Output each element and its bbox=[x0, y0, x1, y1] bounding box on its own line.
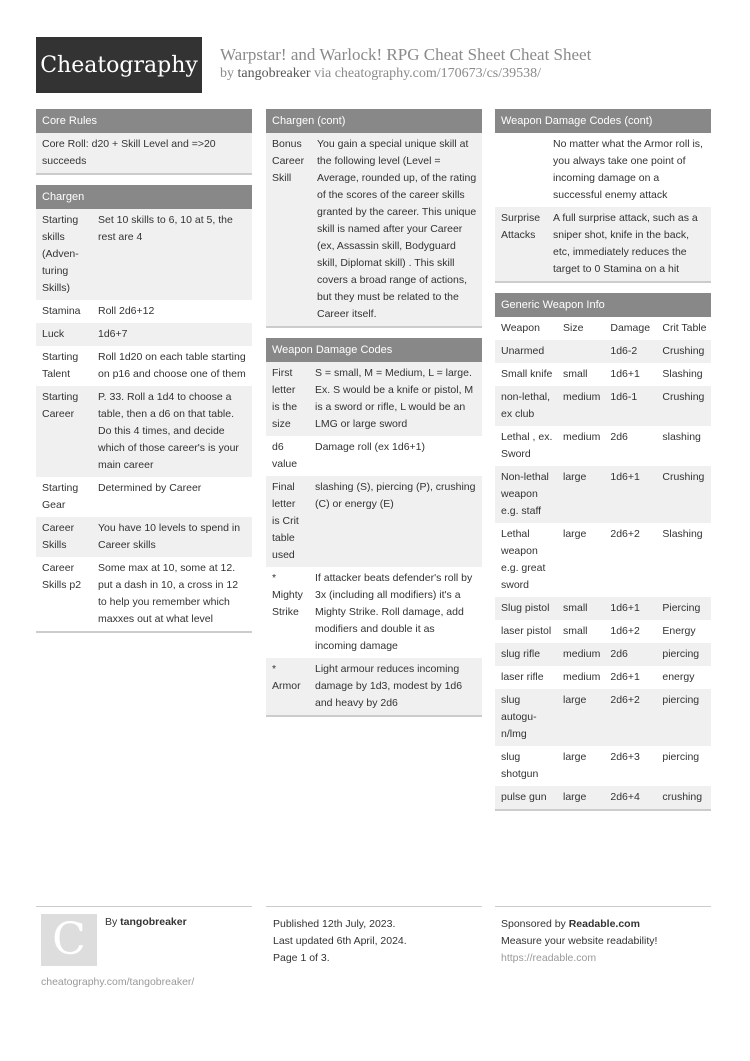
damage-cell: 2d6 bbox=[604, 643, 656, 666]
chargen-box bbox=[36, 185, 252, 633]
generic-weapon-info-heading: Generic Weapon Info bbox=[495, 293, 711, 317]
column-header-damage: Damage bbox=[610, 322, 651, 334]
damage-cell: 1d6+2 bbox=[610, 625, 640, 637]
row-value: Roll 2d6+12 bbox=[98, 305, 155, 317]
row-value: No matter what the Armor roll is, you always take one point of incoming damage on a successful enemy attack bbox=[553, 138, 703, 201]
footer-sponsor bbox=[501, 916, 657, 967]
chargen-heading: Chargen bbox=[36, 185, 252, 209]
damage-cell: 2d6+3 bbox=[610, 751, 640, 763]
size-cell: small bbox=[563, 368, 588, 380]
footer-divider bbox=[36, 906, 252, 907]
crit-cell: Crushing bbox=[656, 466, 711, 523]
crit-cell: Piercing bbox=[656, 597, 711, 620]
row-value: Damage roll (ex 1d6+1) bbox=[315, 441, 426, 453]
row-value: slashing (S), piercing (P), crushing (C) or energy (E) bbox=[309, 476, 482, 567]
damage-cell: 1d6-1 bbox=[604, 386, 656, 426]
updated-date: Last updated 6th April, 2024. bbox=[273, 935, 407, 947]
sponsor-tagline: Measure your website readability! bbox=[501, 935, 658, 947]
table-row bbox=[495, 466, 711, 523]
row-key: Career Skills p2 bbox=[42, 562, 82, 591]
table-row bbox=[36, 517, 252, 557]
column-2 bbox=[266, 109, 482, 727]
row-key: * Armor bbox=[266, 658, 309, 715]
crit-cell: slashing bbox=[662, 431, 701, 443]
sponsor-prefix: Sponsored by bbox=[501, 918, 569, 930]
table-row bbox=[36, 477, 252, 517]
table-row bbox=[36, 209, 252, 300]
table-row bbox=[495, 207, 711, 281]
table-row bbox=[266, 567, 482, 658]
weapon-damage-codes-cont-box bbox=[495, 109, 711, 283]
cheatography-logo[interactable]: Cheatography bbox=[36, 37, 202, 93]
table-row bbox=[495, 133, 711, 207]
chargen-table bbox=[36, 209, 252, 631]
via-text: via bbox=[310, 66, 335, 81]
author-link[interactable]: tangobreaker bbox=[237, 66, 311, 81]
row-key: Stamina bbox=[42, 305, 81, 317]
row-value: Determined by Career bbox=[98, 482, 202, 494]
row-key: Bonus Career Skill bbox=[266, 133, 311, 326]
table-row bbox=[495, 523, 711, 597]
column-header-weapon: Weapon bbox=[501, 322, 540, 334]
crit-cell: piercing bbox=[656, 689, 711, 746]
row-value: Roll 1d20 on each table starting on p16 and choose one of them bbox=[98, 351, 246, 380]
footer-author bbox=[105, 916, 187, 928]
weapon-cell: Lethal weapon e.g. great sword bbox=[501, 528, 546, 591]
weapon-cell: Unarmed bbox=[495, 340, 557, 363]
weapon-cell: laser pistol bbox=[501, 625, 552, 637]
damage-cell: 1d6+1 bbox=[604, 466, 656, 523]
row-key: d6 value bbox=[272, 441, 298, 470]
table-row bbox=[266, 133, 482, 326]
core-rules-heading: Core Rules bbox=[36, 109, 252, 133]
table-row bbox=[495, 666, 711, 689]
table-row bbox=[495, 746, 711, 786]
size-cell: medium bbox=[557, 386, 604, 426]
generic-weapon-info-table bbox=[495, 317, 711, 809]
column-header-size: Size bbox=[563, 322, 584, 334]
chargen-cont-heading: Chargen (cont) bbox=[266, 109, 482, 133]
table-header-row bbox=[495, 317, 711, 340]
weapon-cell: slug autogun/lmg bbox=[495, 689, 557, 746]
row-key: Luck bbox=[36, 323, 92, 346]
table-row bbox=[36, 557, 252, 631]
damage-cell: 1d6+1 bbox=[610, 368, 640, 380]
weapon-cell: Slug pistol bbox=[495, 597, 557, 620]
weapon-cell: pulse gun bbox=[495, 786, 557, 809]
table-row bbox=[36, 346, 252, 386]
row-key: Final letter is Crit table used bbox=[266, 476, 309, 567]
sponsor-line bbox=[501, 916, 657, 933]
weapon-damage-codes-box bbox=[266, 338, 482, 717]
row-key: Surprise Attacks bbox=[495, 207, 547, 281]
row-key: Starting Talent bbox=[42, 351, 79, 380]
row-value: Light armour reduces incoming damage by 1d3, modest by 1d6 and heavy by 2d6 bbox=[309, 658, 482, 715]
size-cell: medium bbox=[557, 643, 604, 666]
row-key: * Mighty Strike bbox=[272, 572, 303, 618]
table-row bbox=[266, 436, 482, 476]
row-key: Starting skills (Adventuring Skills) bbox=[36, 209, 92, 300]
chargen-cont-box bbox=[266, 109, 482, 328]
footer-divider bbox=[266, 906, 482, 907]
row-value: You gain a special unique skill at the following level (Level = Average, rounded up, of the rating of the scores of the career skills granted by the career. This unique skill is named after your Career (ex, Assassin skill, Bodyguard skill, Diplomat skill) . This skill covers a broad range of actions, but they must be related to the Career itself. bbox=[311, 133, 482, 326]
weapon-damage-codes-cont-heading: Weapon Damage Codes (cont) bbox=[495, 109, 711, 133]
damage-cell: 1d6+1 bbox=[604, 597, 656, 620]
chargen-cont-table bbox=[266, 133, 482, 326]
damage-cell: 2d6 bbox=[610, 431, 628, 443]
table-row bbox=[495, 620, 711, 643]
size-cell: small bbox=[563, 625, 588, 637]
size-cell bbox=[557, 340, 604, 363]
row-value: Some max at 10, some at 12. put a dash in 10, a cross in 12 to help you remember which maxxes out at what level bbox=[98, 562, 239, 625]
table-row bbox=[36, 386, 252, 477]
table-row bbox=[495, 597, 711, 620]
weapon-damage-codes-cont-table bbox=[495, 133, 711, 281]
row-value: P. 33. Roll a 1d4 to choose a table, then a d6 on that table. Do this 4 times, and decide which of those career's is your main career bbox=[92, 386, 252, 477]
size-cell: large bbox=[563, 528, 587, 540]
weapon-cell: laser rifle bbox=[501, 671, 544, 683]
core-rules-box bbox=[36, 109, 252, 175]
size-cell: large bbox=[563, 751, 587, 763]
crit-cell: Crushing bbox=[656, 386, 711, 426]
table-row bbox=[266, 476, 482, 567]
weapon-cell: Small knife bbox=[501, 368, 553, 380]
table-row bbox=[266, 658, 482, 715]
table-row bbox=[495, 689, 711, 746]
crit-cell: Energy bbox=[662, 625, 696, 637]
row-value: Set 10 skills to 6, 10 at 5, the rest are 4 bbox=[92, 209, 252, 300]
row-key: First letter is the size bbox=[266, 362, 309, 436]
column-1 bbox=[36, 109, 252, 643]
weapon-cell: slug shotgun bbox=[501, 751, 539, 780]
by-prefix: by bbox=[220, 66, 238, 81]
table-row bbox=[36, 300, 252, 323]
crit-cell: Crushing bbox=[656, 340, 711, 363]
byline bbox=[220, 66, 541, 82]
crit-cell: piercing bbox=[656, 643, 711, 666]
published-date: Published 12th July, 2023. bbox=[273, 918, 396, 930]
core-rules-text: Core Roll: d20 + Skill Level and =>20 succeeds bbox=[36, 133, 252, 173]
crit-cell: Slashing bbox=[662, 528, 703, 540]
size-cell: medium bbox=[563, 671, 601, 683]
page-title: Warpstar! and Warlock! RPG Cheat Sheet Cheat Sheet bbox=[220, 45, 592, 64]
table-row bbox=[495, 426, 711, 466]
row-value: 1d6+7 bbox=[92, 323, 252, 346]
damage-cell: 2d6+2 bbox=[610, 528, 640, 540]
row-key: Starting Career bbox=[36, 386, 92, 477]
row-value: S = small, M = Medium, L = large. Ex. S would be a knife or pistol, M is a sword or rifle, L would be an LMG or large sword bbox=[309, 362, 482, 436]
row-value: A full surprise attack, such as a sniper shot, knife in the back, etc, immediately reduces the target to 0 Stamina on a hit bbox=[547, 207, 711, 281]
table-row bbox=[495, 786, 711, 809]
sponsor-url[interactable]: https://readable.com bbox=[501, 952, 597, 964]
generic-weapon-info-box bbox=[495, 293, 711, 811]
weapon-cell: non-lethal, ex club bbox=[495, 386, 557, 426]
page-number: Page 1 of 3. bbox=[273, 952, 330, 964]
crit-cell: energy bbox=[662, 671, 695, 683]
damage-cell: 2d6+2 bbox=[604, 689, 656, 746]
table-row bbox=[495, 386, 711, 426]
weapon-cell: Lethal , ex. Sword bbox=[501, 431, 553, 460]
row-key bbox=[495, 133, 547, 207]
size-cell: medium bbox=[563, 431, 601, 443]
weapon-damage-codes-table bbox=[266, 362, 482, 715]
size-cell: large bbox=[557, 466, 604, 523]
column-header-crit-table: Crit Table bbox=[662, 322, 707, 334]
row-key: Career Skills bbox=[36, 517, 92, 557]
damage-cell: 2d6+1 bbox=[610, 671, 640, 683]
damage-cell: 2d6+4 bbox=[604, 786, 656, 809]
column-3 bbox=[495, 109, 711, 821]
weapon-cell: slug rifle bbox=[495, 643, 557, 666]
size-cell: large bbox=[557, 786, 604, 809]
weapon-damage-codes-heading: Weapon Damage Codes bbox=[266, 338, 482, 362]
crit-cell: Slashing bbox=[662, 368, 703, 380]
footer-author-link[interactable]: tangobreaker bbox=[120, 916, 187, 928]
crit-cell: crushing bbox=[656, 786, 711, 809]
row-key: Starting Gear bbox=[42, 482, 79, 511]
sponsor-link[interactable]: Readable.com bbox=[568, 918, 640, 930]
table-row bbox=[495, 340, 711, 363]
table-row bbox=[36, 323, 252, 346]
crit-cell: piercing bbox=[662, 751, 700, 763]
weapon-cell: Non-lethal weapon e.g. staff bbox=[495, 466, 557, 523]
source-url-link[interactable]: cheatography.com/170673/cs/39538/ bbox=[334, 66, 542, 81]
row-value: You have 10 levels to spend in Career skills bbox=[92, 517, 252, 557]
row-value: If attacker beats defender's roll by 3x (including all modifiers) it's a Mighty Strike. Roll damage, add modifiers and double it as incoming damage bbox=[315, 572, 473, 652]
table-row bbox=[495, 363, 711, 386]
author-avatar[interactable]: C bbox=[41, 914, 97, 966]
footer-divider bbox=[495, 906, 711, 907]
footer-author-url[interactable]: cheatography.com/tangobreaker/ bbox=[41, 976, 195, 988]
table-row bbox=[495, 643, 711, 666]
size-cell: small bbox=[557, 597, 604, 620]
damage-cell: 1d6-2 bbox=[604, 340, 656, 363]
size-cell: large bbox=[557, 689, 604, 746]
footer-by-label: By bbox=[105, 916, 121, 928]
footer-publish-info bbox=[273, 916, 407, 967]
table-row bbox=[266, 362, 482, 436]
